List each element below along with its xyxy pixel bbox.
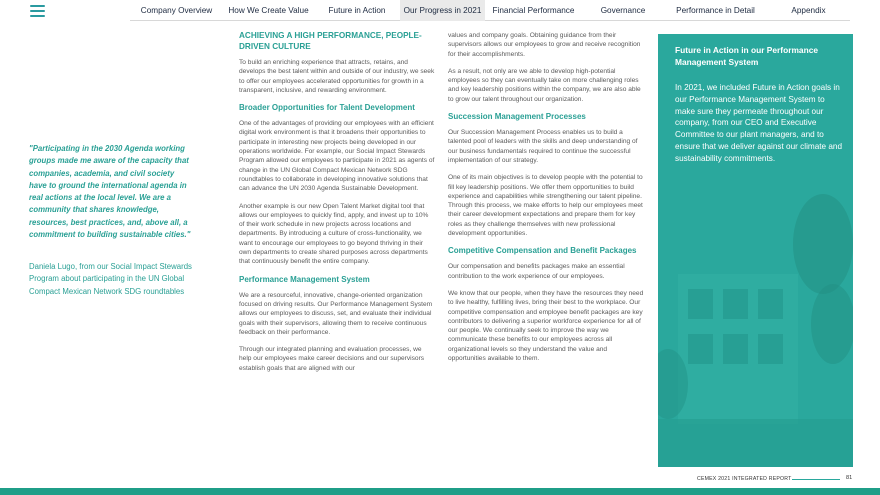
paragraph: Our compensation and benefits packages make an essential contribution to the work experience of our employees. <box>448 263 625 280</box>
tab-our-progress-in-2021[interactable]: Our Progress in 2021 <box>400 0 485 21</box>
subheading-talent-development: Broader Opportunities for Talent Development <box>239 103 415 113</box>
bottom-accent-bar <box>0 488 880 495</box>
paragraph: Our Succession Management Process enables us to build a talented pool of leaders with the skills and deep understanding of our business fundamentals required to continue the successful implementation of our strategy. <box>448 129 638 164</box>
paragraph: One of its main objectives is to develop people with the potential to fill key leadership positions. We offer them opportunities to build experience and capabilities while strengthening our talent pipeline. Through this process, we make efforts to help our employees meet their career development expectations and prepare them for key roles as they challenge themselves with new professional development opportunities. <box>448 174 643 238</box>
page-number: 81 <box>846 475 853 481</box>
paragraph: We know that our people, when they have the resources they need to live healthy, fulfilling lives, bring their best to the workplace. Our competitive compensation and employee benefit packages are key contributors to delivering a superior workforce experience for all of our people. We continually seek to improve the way we communicate these benefits to our employees across all organizational levels so they understand the value and opportunities available to them. <box>448 289 644 363</box>
paragraph: values and company goals. Obtaining guidance from their supervisors allows our employees to grow and receive recognition for their accomplishments. <box>448 32 641 58</box>
tab-governance[interactable]: Governance <box>600 6 646 15</box>
tab-performance-in-detail[interactable]: Performance in Detail <box>676 6 755 15</box>
paragraph: Another example is our new Open Talent Market digital tool that allows our employees to quickly find, apply, and invest up to 10% of their work schedule in new projects across locations and departments. By introducing a culture of cross-functionality, we want to encourage our employees to go beyond thriving in their own departments to create shared purposes across departments that continuously benefit the entire company. <box>239 202 429 266</box>
sidebar-panel <box>658 34 853 467</box>
subheading-performance-management: Performance Management System <box>239 274 370 284</box>
text-column-2 <box>448 31 644 371</box>
paragraph: As a result, not only are we able to develop high-potential employees so they can eventually take on more challenging roles and key leadership positions within the company, we are also able to grow our talent throughout our organization. <box>448 67 641 103</box>
subheading-succession-management: Succession Management Processes <box>448 112 586 122</box>
subheading-compensation-benefits: Competitive Compensation and Benefit Packages <box>448 246 637 256</box>
tab-financial-performance[interactable]: Financial Performance <box>492 6 575 15</box>
hamburger-menu-icon[interactable] <box>30 5 45 18</box>
tab-how-we-create-value[interactable]: How We Create Value <box>228 6 309 15</box>
paragraph: We are a resourceful, innovative, change-oriented organization focused on driving results. Our Performance Management System allows our employees to discuss, set, and evaluate their individual goals with their supervisors, allowing them to receive continuous feedback on their performance. <box>239 291 433 336</box>
intro-paragraph: To build an enriching experience that attracts, retains, and develops the best talent within and outside of our industry, we seek to offer our employees accelerated opportunities for growth in a transparent, inclusive, and rewarding environment. <box>239 59 435 94</box>
section-heading: ACHIEVING A HIGH PERFORMANCE, PEOPLE-DRIVEN CULTURE <box>239 31 422 51</box>
top-navigation <box>130 0 850 21</box>
paragraph: Through our integrated planning and evaluation processes, we help our employees make career decisions and our supervisors establish goals that are aligned with our <box>239 346 425 372</box>
paragraph: One of the advantages of providing our employees with an efficient digital work environment is that it broadens their opportunities to participate in interesting new projects being developed in our operations worldwide. For example, our Social Impact Stewards Program allowed our employees to participate in 2021 as agents of change in the UN Global Compact Mexican Network SDG roundtables to collaborate in developing innovative solutions that can advance the UN 2030 Agenda Sustainable Development. <box>239 120 435 193</box>
building-photo-overlay <box>658 184 853 467</box>
report-name: CEMEX 2021 INTEGRATED REPORT <box>697 476 792 482</box>
text-column-1 <box>239 31 435 381</box>
pull-quote: "Participating in the 2030 Agenda working groups made me aware of the capacity that companies, academia, and civil society have to ground the international agenda in real actions at the local level. We are a community that shares knowledge, resources, best practices, and, above all, a commitment to building sustainable cities." <box>29 144 191 240</box>
quote-attribution: Daniela Lugo, from our Social Impact Stewards Program about participating in the UN Global Compact Mexican Network SDG roundtables <box>29 262 192 296</box>
tab-future-in-action[interactable]: Future in Action <box>328 6 386 15</box>
panel-title: Future in Action in our Performance Management System <box>675 45 819 67</box>
footer-divider <box>792 479 840 480</box>
tab-appendix[interactable]: Appendix <box>791 6 826 15</box>
panel-body: In 2021, we included Future in Action goals in our Performance Management System to make sure they permeate throughout our company, from our CEO and Executive Committee to our plant managers, and to ensure that we deliver against our climate and sustainability commitments. <box>675 83 843 163</box>
tab-company-overview[interactable]: Company Overview <box>140 6 213 15</box>
